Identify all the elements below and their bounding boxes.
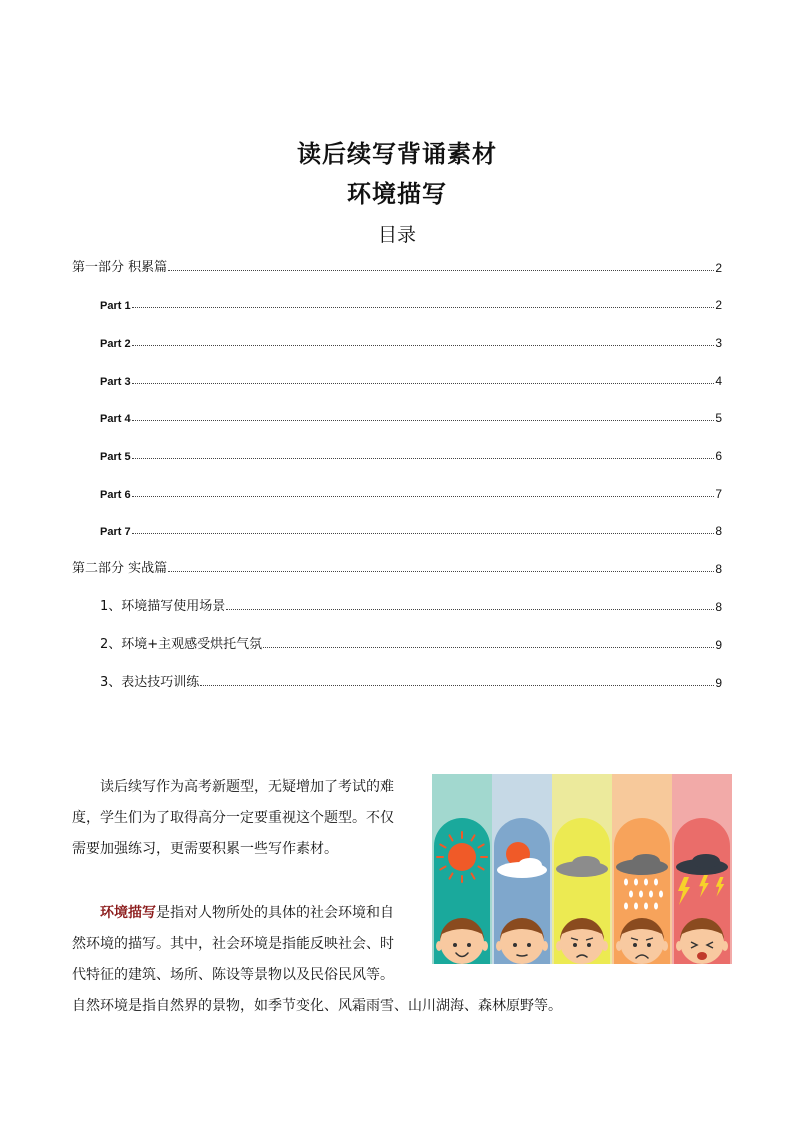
ear-icon [556, 941, 562, 951]
cloud-icon [518, 858, 542, 872]
toc-entry-label: Part 7 [100, 526, 131, 538]
toc-entry-label: Part 5 [100, 451, 131, 463]
toc-entry-label: 第二部分 实战篇 [72, 561, 168, 576]
raindrop-icon [624, 879, 628, 886]
toc-entry[interactable] [100, 445, 722, 463]
toc-page-number: 6 [715, 449, 722, 463]
toc-page-number: 5 [715, 411, 722, 425]
toc-entry[interactable] [100, 370, 722, 388]
intro-line-2: 度，学生们为了取得高分一定要重视这个题型。不仅 [72, 810, 394, 826]
ear-icon [722, 941, 728, 951]
mouth-icon [697, 952, 707, 960]
toc-page-number: 2 [715, 298, 722, 312]
toc-leader-dots [168, 571, 714, 572]
toc-page-number: 2 [715, 261, 722, 275]
eye-icon [467, 943, 471, 947]
toc-entry[interactable] [72, 558, 722, 576]
toc-page-number: 4 [715, 374, 722, 388]
toc-entry[interactable] [100, 634, 722, 652]
document-subtitle: 环境描写 [347, 180, 447, 208]
eye-icon [453, 943, 457, 947]
raindrop-icon [649, 891, 653, 898]
toc-entry-label: Part 6 [100, 489, 131, 501]
toc-leader-dots [132, 307, 715, 308]
weather-mood-illustration [432, 774, 732, 964]
toc-page-number: 8 [715, 524, 722, 538]
ear-icon [482, 941, 488, 951]
toc-entry-label: 第一部分 积累篇 [72, 260, 168, 275]
toc-leader-dots [132, 383, 715, 384]
toc-page-number: 3 [715, 336, 722, 350]
sun-icon [448, 843, 476, 871]
toc-page-number: 8 [715, 600, 722, 614]
raindrop-icon [659, 891, 663, 898]
toc-entry[interactable] [100, 520, 722, 538]
toc-entry[interactable] [100, 483, 722, 501]
toc-leader-dots [263, 647, 714, 648]
toc-leader-dots [132, 496, 715, 497]
ear-icon [616, 941, 622, 951]
ear-icon [496, 941, 502, 951]
toc-page-number: 8 [715, 562, 722, 576]
eye-icon [527, 943, 531, 947]
cloud-icon [632, 854, 660, 868]
toc-leader-dots [168, 270, 714, 271]
raindrop-icon [629, 891, 633, 898]
eye-icon [573, 943, 577, 947]
toc-page-number: 7 [715, 487, 722, 501]
toc-entry[interactable] [100, 672, 722, 690]
toc-leader-dots [132, 420, 715, 421]
raindrop-icon [634, 903, 638, 910]
raindrop-icon [624, 903, 628, 910]
ear-icon [676, 941, 682, 951]
raindrop-icon [654, 879, 658, 886]
ear-icon [436, 941, 442, 951]
eye-icon [513, 943, 517, 947]
toc-heading: 目录 [377, 224, 416, 246]
env-line-1-rest: 是指对人物所处的具体的社会环境和自 [156, 905, 394, 921]
env-line-4: 自然环境是指自然界的景物，如季节变化、风霜雨雪、山川湖海、森林原野等。 [72, 998, 562, 1014]
raindrop-icon [639, 891, 643, 898]
toc-entry-label: Part 3 [100, 376, 131, 388]
env-line-2: 然环境的描写。其中，社会环境是指能反映社会、时 [72, 936, 394, 952]
intro-paragraph [72, 772, 394, 865]
toc-page-number: 9 [715, 638, 722, 652]
toc-entry-label: Part 1 [100, 300, 131, 312]
document-title: 读后续写背诵素材 [297, 140, 497, 168]
toc-leader-dots [200, 685, 714, 686]
toc-entry-label: 3、表达技巧训练 [100, 675, 200, 690]
toc-entry[interactable] [100, 596, 722, 614]
raindrop-icon [654, 903, 658, 910]
toc-entry[interactable] [100, 294, 722, 312]
toc-entry[interactable] [72, 257, 722, 275]
intro-line-1: 读后续写作为高考新题型，无疑增加了考试的难 [100, 779, 394, 795]
toc-leader-dots [132, 345, 715, 346]
toc-leader-dots [132, 533, 715, 534]
toc-leader-dots [132, 458, 715, 459]
raindrop-icon [644, 879, 648, 886]
toc-entry-label: Part 2 [100, 338, 131, 350]
toc-entry-label: 2、环境+主观感受烘托气氛 [100, 637, 263, 652]
ear-icon [542, 941, 548, 951]
eye-icon [647, 943, 651, 947]
highlight-term: 环境描写 [100, 905, 156, 921]
intro-line-3: 需要加强练习，更需要积累一些写作素材。 [72, 841, 338, 857]
eye-icon [587, 943, 591, 947]
toc-entry[interactable] [100, 332, 722, 350]
toc-page-number: 9 [715, 676, 722, 690]
cloud-icon [692, 854, 720, 868]
toc-entry-label: 1、环境描写使用场景 [100, 599, 226, 614]
toc-entry[interactable] [100, 407, 722, 425]
ear-icon [602, 941, 608, 951]
eye-icon [633, 943, 637, 947]
ear-icon [662, 941, 668, 951]
raindrop-icon [644, 903, 648, 910]
toc-leader-dots [226, 609, 714, 610]
raindrop-icon [634, 879, 638, 886]
toc-entry-label: Part 4 [100, 413, 131, 425]
env-line-3: 代特征的建筑、场所、陈设等景物以及民俗民风等。 [72, 967, 394, 983]
cloud-icon [572, 856, 600, 870]
